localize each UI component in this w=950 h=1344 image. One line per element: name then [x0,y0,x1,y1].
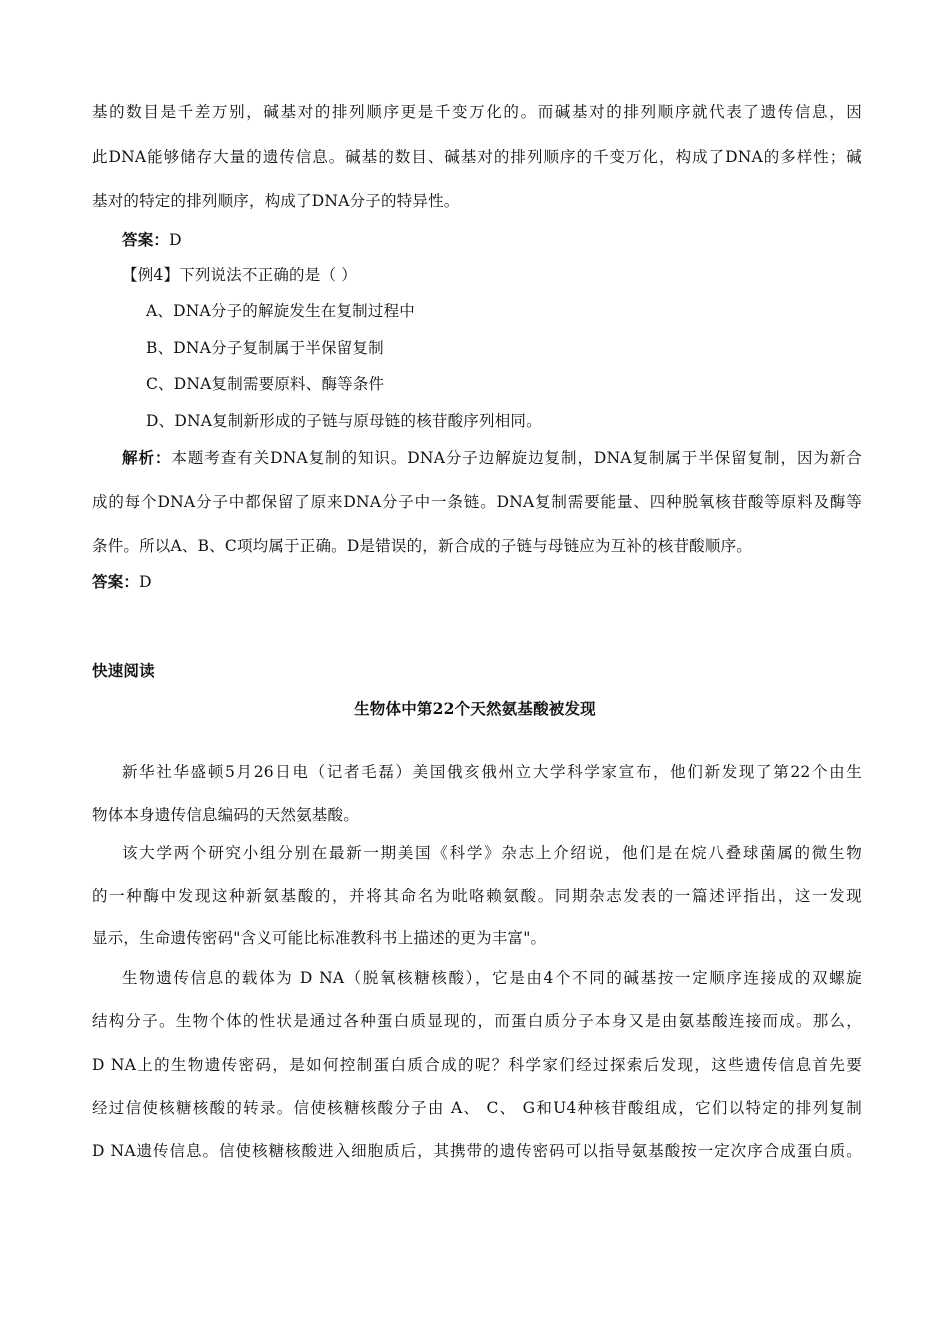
article-line: D NA遗传信息。信使核糖核酸进入细胞质后，其携带的遗传密码可以指导氨基酸按一定次序合成蛋白质。 [92,1142,862,1160]
section-heading: 快速阅读 [92,661,155,680]
answer-value: D [169,231,182,249]
option-b: B、DNA分子复制属于半保留复制 [146,339,384,357]
analysis-line [122,446,862,470]
article-line: 新华社华盛顿5月26日电（记者毛磊）美国俄亥俄州立大学科学家宣布，他们新发现了第22个由生 [122,763,862,781]
example-4-title: 【例4】下列说法不正确的是（ ） [122,266,357,284]
option-d: D、DNA复制新形成的子链与原母链的核苷酸序列相同。 [146,412,542,430]
article-line: 显示，生命遗传密码"含义可能比标准教科书上描述的更为丰富"。 [92,929,547,947]
analysis-line: 条件。所以A、B、C项均属于正确。D是错误的，新合成的子链与母链应为互补的核苷酸顺序。 [92,537,752,555]
article-line: 物体本身遗传信息编码的天然氨基酸。 [92,806,359,824]
analysis-line: 成的每个DNA分子中都保留了原来DNA分子中一条链。DNA复制需要能量、四种脱氧核苷酸等原料及酶等 [92,493,862,511]
paragraph-line: 基的数目是千差万别，碱基对的排列顺序更是千变万化的。而碱基对的排列顺序就代表了遗传信息，因 [92,103,862,121]
analysis-label: 解析： [122,448,172,467]
article-line: 的一种酶中发现这种新氨基酸的，并将其命名为吡咯赖氨酸。同期杂志发表的一篇述评指出，这一发现 [92,887,862,905]
paragraph-line: 基对的特定的排列顺序，构成了DNA分子的特异性。 [92,192,460,210]
option-a: A、DNA分子的解旋发生在复制过程中 [146,302,415,320]
analysis-text: 本题考查有关DNA复制的知识。DNA分子边解旋边复制，DNA复制属于半保留复制，因为新合 [171,449,862,467]
article-line: 经过信使核糖核酸的转录。信使核糖核酸分子由 A、 C、 G和U4种核苷酸组成，它们以特定的排列复制 [92,1099,862,1117]
answer-1 [122,228,892,252]
article-title: 生物体中第22个天然氨基酸被发现 [354,699,596,718]
article-line: 该大学两个研究小组分别在最新一期美国《科学》杂志上介绍说，他们是在烷八叠球菌属的微生物 [122,844,862,862]
answer-2 [92,570,862,594]
answer-value: D [139,573,152,591]
answer-label: 答案： [92,572,140,591]
article-line: 结构分子。生物个体的性状是通过各种蛋白质显现的，而蛋白质分子本身又是由氨基酸连接而成。那么， [92,1012,862,1030]
option-c: C、DNA复制需要原料、酶等条件 [146,375,385,393]
article-line: 生物遗传信息的载体为 D NA（脱氧核糖核酸），它是由4个不同的碱基按一定顺序连接成的双螺旋 [122,969,862,987]
paragraph-line: 此DNA能够储存大量的遗传信息。碱基的数目、碱基对的排列顺序的千变万化，构成了DNA的多样性；碱 [92,148,862,166]
answer-label: 答案： [122,230,170,249]
article-line: D NA上的生物遗传密码，是如何控制蛋白质合成的呢？科学家们经过探索后发现，这些遗传信息首先要 [92,1056,862,1074]
